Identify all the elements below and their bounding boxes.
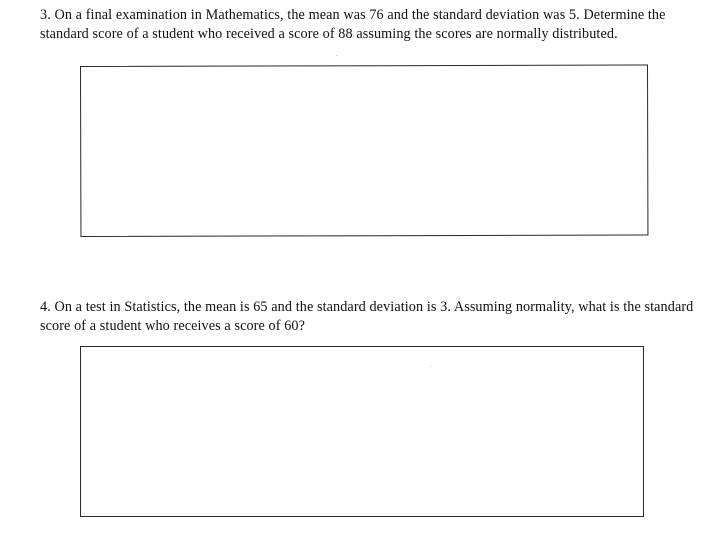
- question-3-line-1: 3. On a final examination in Mathematics, the mean was 76 and the standard deviation was 5. Determine the: [40, 7, 666, 23]
- question-4-line-2: score of a student who receives a score of 60?: [40, 318, 305, 334]
- scan-speck: [430, 366, 431, 367]
- scan-speck: [336, 55, 337, 56]
- answer-box-question-4[interactable]: [80, 346, 644, 517]
- answer-box-question-3[interactable]: [80, 65, 648, 237]
- question-3-line-2: standard score of a student who received a score of 88 assuming the scores are normally distributed.: [40, 26, 618, 42]
- question-4-line-1: 4. On a test in Statistics, the mean is 65 and the standard deviation is 3. Assuming normality, what is the standard: [40, 299, 694, 315]
- question-4: [40, 298, 700, 336]
- question-3: [40, 6, 700, 44]
